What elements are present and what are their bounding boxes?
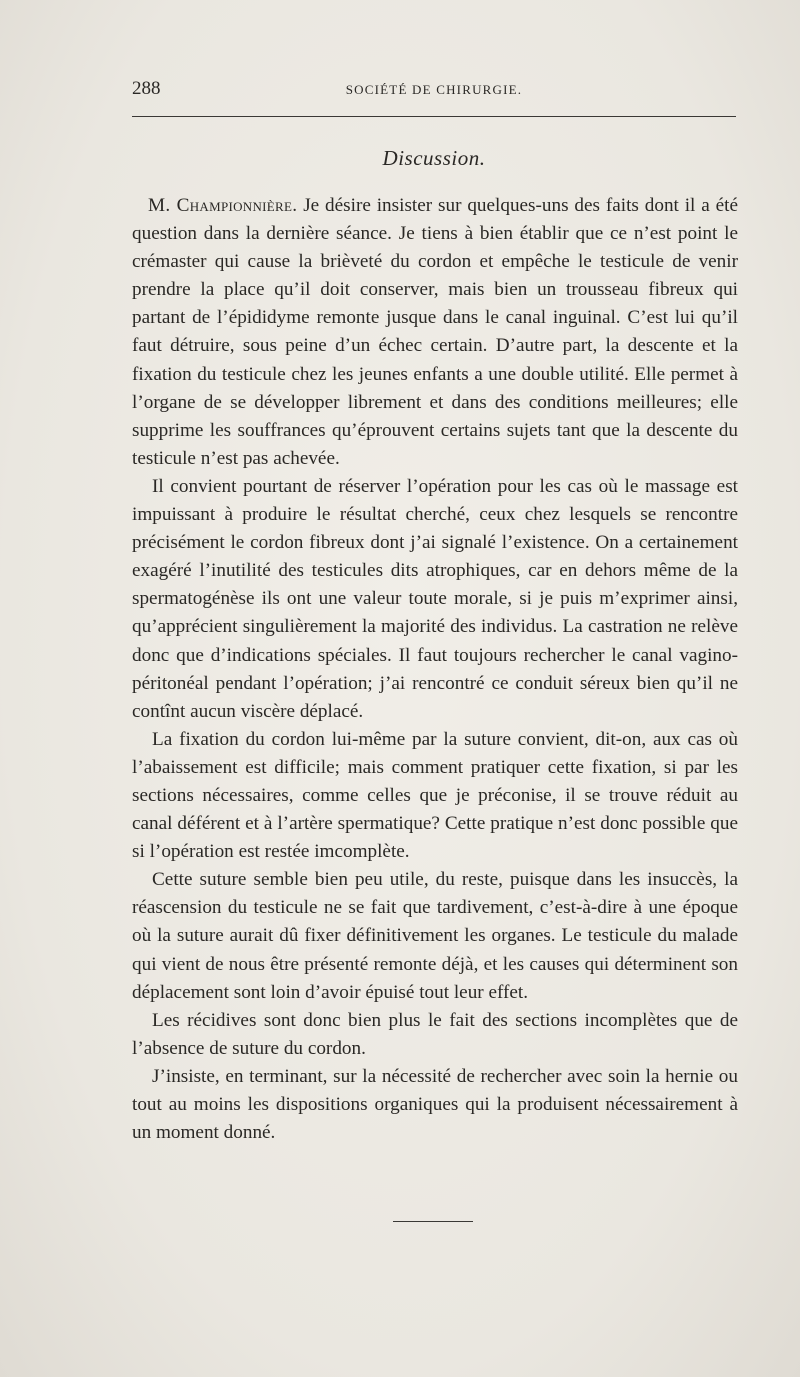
running-head: SOCIÉTÉ DE CHIRURGIE.: [345, 82, 523, 97]
paragraph-2: Il convient pourtant de réserver l’opération pour les cas où le massage est impuissant à produire le résultat cherché, ceux chez lesquels se rencontre précisément le cordon fibreux dont j’ai signalé l’existence. On a certainement exagéré l’inutilité des testicules dits atrophiques, car en dehors même de la spermatogénèse ils ont une valeur toute morale, si je puis m’exprimer ainsi, qu’apprécient singulièrement la majorité des individus. La castration ne relève donc que d’indications spéciales. Il faut toujours rechercher le canal vagino-péritonéal pendant l’opération; j’ai rencontré ce conduit séreux bien qu’il ne contînt aucun viscère déplacé.: [132, 475, 738, 722]
end-rule: [393, 1221, 473, 1222]
paragraph-5: Les récidives sont donc bien plus le fait des sections incomplètes que de l’absence de suture du cordon.: [132, 1009, 738, 1059]
page-number: 288: [132, 78, 161, 99]
paragraph-1: [132, 192, 738, 473]
section-title: Discussion.: [382, 146, 486, 170]
paragraph-3: La fixation du cordon lui-même par la suture convient, dit-on, aux cas où l’abaissement est difficile; mais comment pratiquer cette fixation, si par les sections nécessaires, comme celles que je préconise, il se trouve réduit au canal déférent et à l’artère spermatique? Cette pratique n’est donc possible que si l’opération est restée imcomplète.: [132, 728, 738, 863]
header-rule: [132, 116, 736, 117]
paragraph-1-text: Je désire insister sur quelques-uns des faits dont il a été question dans la dernière séance. Je tiens à bien établir que ce n’est point le crémaster qui cause la brièveté du cordon et empêche le testicule de venir prendre la place qu’il doit conserver, mais bien un trousseau fibreux qui partant de l’épididyme remonte jusque dans le canal inguinal. C’est lui qu’il faut détruire, sous peine d’un échec certain. D’autre part, la descente et la fixation du testicule chez les jeunes enfants a une double utilité. Elle permet à l’organe de se développer librement et dans des conditions meilleures; elle supprime les souffrances qu’éprouvent certains sujets tant que la descente du testicule n’est pas achevée.: [132, 195, 738, 469]
page-header: [132, 78, 736, 108]
discussion-body: [132, 192, 738, 1147]
speaker-name: M. Championnière.: [148, 195, 298, 216]
paragraph-4: Cette suture semble bien peu utile, du reste, puisque dans les insuccès, la réascension du testicule ne se fait que tardivement, c’est-à-dire à une époque où la suture aurait dû fixer définitivement les organes. Le testicule du malade qui vient de nous être présenté remonte déjà, et les causes qui déterminent son déplacement sont loin d’avoir épuisé tout leur effet.: [132, 869, 738, 1003]
paragraph-6: J’insiste, en terminant, sur la nécessité de rechercher avec soin la hernie ou tout au moins les dispositions organiques qui la produisent nécessairement à un moment donné.: [132, 1065, 738, 1144]
